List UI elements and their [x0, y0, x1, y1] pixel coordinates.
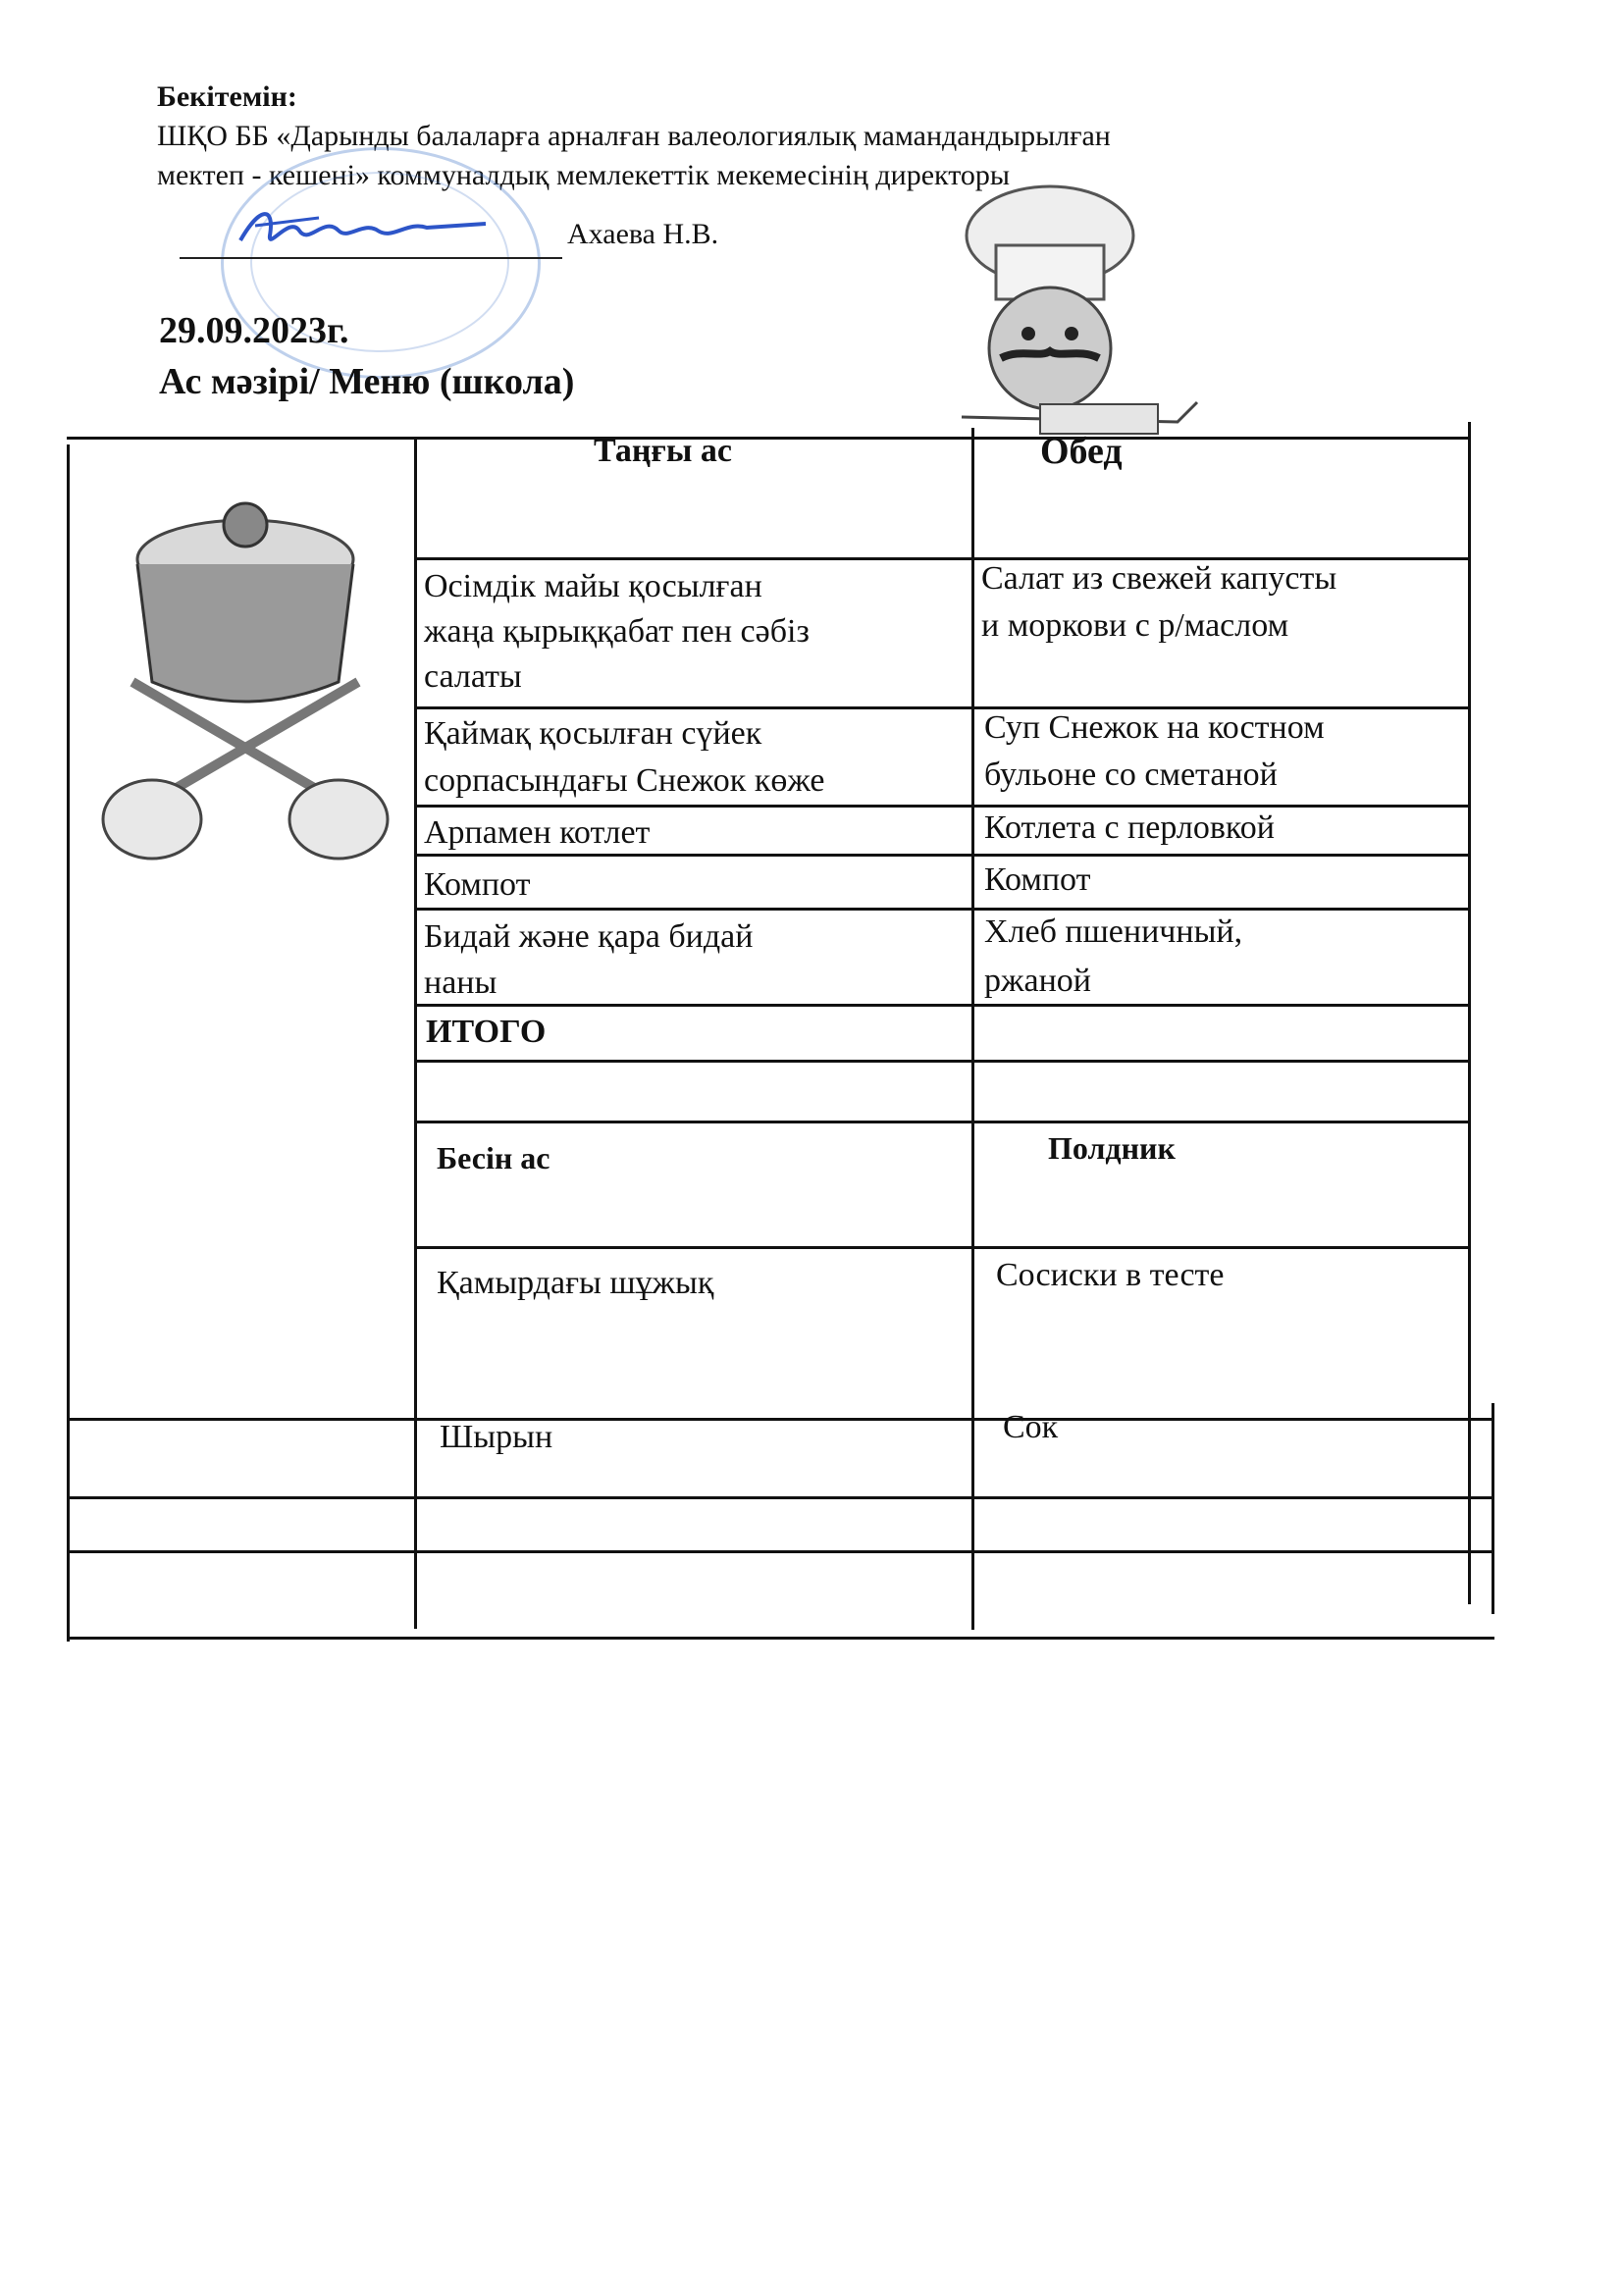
row2-kk-line1: Қаймақ қосылған сүйек	[424, 715, 762, 752]
row2-ru-line1: Суп Снежок на костном	[984, 709, 1325, 746]
cooking-pot-and-ladles-icon	[93, 496, 397, 868]
breakfast-header: Таңғы ас	[594, 433, 732, 469]
snack2-ru: Сок	[1003, 1409, 1059, 1445]
snack1-kk: Қамырдағы шұжық	[437, 1265, 714, 1301]
signature-line	[180, 257, 562, 259]
row5-kk-line1: Бидай және қара бидай	[424, 918, 754, 955]
row1-ru-line1: Салат из свежей капусты	[981, 560, 1337, 597]
lunch-header: Обед	[1040, 431, 1123, 472]
row2-ru-line2: бульоне со сметаной	[984, 757, 1278, 793]
row3-ru: Котлета с перловкой	[984, 809, 1275, 846]
signature-icon	[231, 196, 505, 265]
total-label: ИТОГО	[426, 1014, 547, 1050]
row5-kk-line2: наны	[424, 965, 497, 1001]
menu-title: Ас мәзірі/ Меню (школа)	[159, 361, 575, 402]
snack2-kk: Шырын	[440, 1419, 553, 1455]
organization-line-1: ШҚО ББ «Дарынды балаларға арналған валеологиялық мамандандырылған	[157, 120, 1111, 152]
row3-kk: Арпамен котлет	[424, 814, 651, 851]
row1-ru-line2: и моркови с р/маслом	[981, 607, 1289, 644]
row4-kk: Компот	[424, 866, 531, 903]
snack1-ru: Сосиски в тесте	[996, 1257, 1225, 1293]
snack-kk-header: Бесін ас	[437, 1140, 550, 1175]
organization-line-2: мектеп - кешені» коммуналдық мемлекеттік мекемесінің директоры	[157, 159, 1011, 191]
row5-ru-line1: Хлеб пшеничный,	[984, 913, 1243, 950]
row2-kk-line2: сорпасындағы Снежок көже	[424, 762, 825, 799]
row4-ru: Компот	[984, 861, 1091, 898]
approve-label: Бекітемін:	[157, 80, 297, 113]
director-name: Ахаева Н.В.	[567, 218, 719, 250]
chef-cartoon-icon	[903, 177, 1236, 451]
row1-kk-line1: Осімдік майы қосылған	[424, 568, 762, 604]
row5-ru-line2: ржаной	[984, 963, 1091, 999]
row1-kk-line2: жаңа қырыққабат пен сәбіз	[424, 613, 810, 650]
menu-date: 29.09.2023г.	[159, 310, 349, 351]
snack-ru-header: Полдник	[1048, 1130, 1176, 1166]
row1-kk-line3: салаты	[424, 658, 522, 695]
